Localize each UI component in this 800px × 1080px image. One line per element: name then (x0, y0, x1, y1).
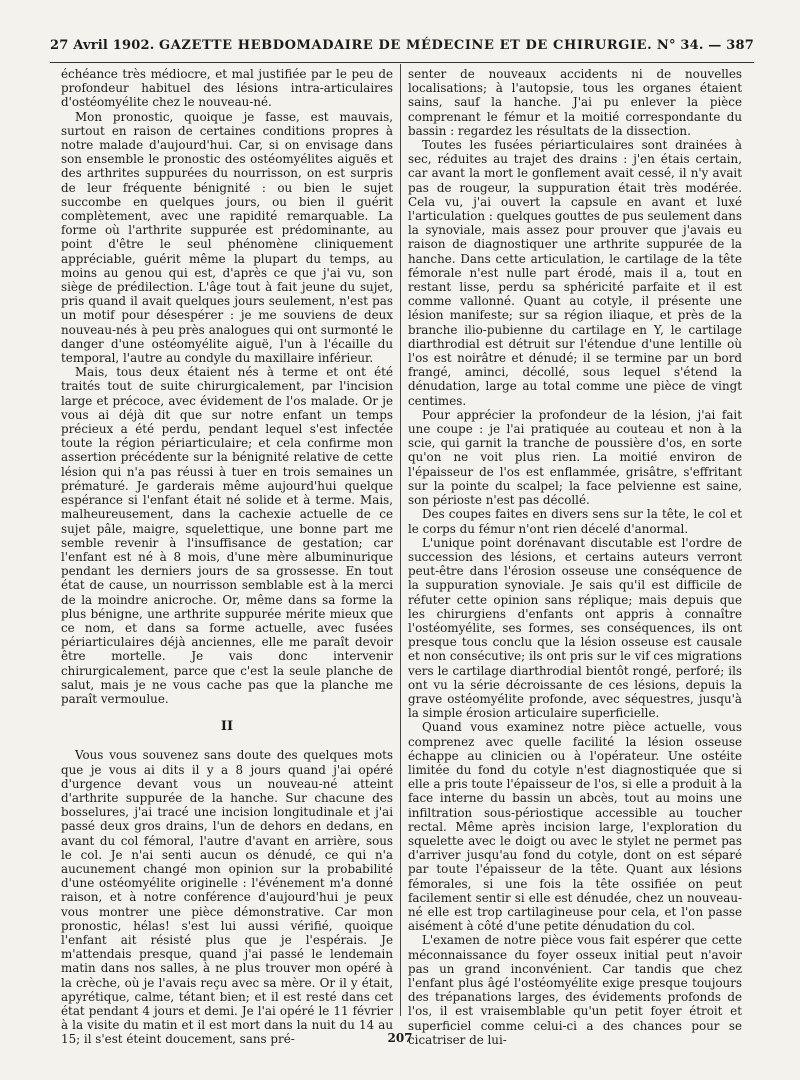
paragraph: Mais, tous deux étaient nés à terme et ont été traités tout de suite chirurgicalement, par l'incision large et précoce, avec évidement de l'os malade. Or je vous ai déjà dit que sur notre enfant un temps précieux a été perdu, pendant lequel s'est infectée toute la région périarticulaire; et cela confirme mon assertion précédente sur la bénignité relative de cette lésion qui n'a pas réussi à tuer en trois semaines un prématuré. Je garderais même aujourd'hui quelque espérance si l'enfant était né solide et à terme. Mais, malheureusement, dans la cachexie actuelle de ce sujet pâle, maigre, squelettique, une bonne part me semble revenir à l'insuffisance de gestation; car l'enfant est né à 8 mois, d'une mère albuminurique pendant les derniers jours de sa grossesse. En tout état de cause, un nourrisson semblable est à la merci de la moindre anicroche. Or, même dans sa forme la plus bénigne, une arthrite suppurée mérite mieux que ce nom, et dans sa forme actuelle, avec fusées périarticulaires déjà anciennes, elle me paraît devoir être mortelle. Je vais donc intervenir chirurgicalement, parce que c'est la seule planche de salut, mais je ne vous cache pas que la planche me paraît vermoulue. (61, 365, 393, 706)
section-heading: II (220, 719, 234, 735)
column-divider (400, 64, 401, 1016)
paragraph: Toutes les fusées périarticulaires sont drainées à sec, réduites au trajet des drains : j'en étais certain, car avant la mort le gonflement avait cessé, il n'y avait pas de rougeur, la suppuration était très modérée. Cela vu, j'ai ouvert la capsule en avant et luxé l'articulation : quelques gouttes de pus seulement dans la synoviale, mais assez pour prouver que j'avais eu raison de diagnostiquer une arthrite suppurée de la hanche. Dans cette articulation, le cartilage de la tête fémorale n'est nulle part érodé, mais il a, tout en restant lisse, perdu sa sphéricité parfaite et il est comme vallonné. Quant au cotyle, il présente une lésion manifeste; sur sa région iliaque, et près de la branche ilio-pubienne du cartilage en Y, le cartilage diarthrodial est détruit sur l'étendue d'une lentille où l'os est noirâtre et dénudé; il se termine par un bord frangé, aminci, décollé, sous lequel s'étend la dénudation, large au total comme une pièce de vingt centimes. (408, 138, 743, 408)
header-date: 27 Avril 1902. (50, 38, 155, 53)
paragraph: senter de nouveaux accidents ni de nouvelles localisations; à l'autopsie, tous les organes étaient sains, sauf la hanche. J'ai pu enlever la pièce comprenant le fémur et la moitié correspondante du bassin : regardez les résultats de la dissection. (408, 67, 742, 138)
right-column (408, 67, 743, 1047)
issue-number: N° 34. — 387 (656, 38, 754, 53)
paragraph: échéance très médiocre, et mal justifiée par le peu de profondeur habituel des lésions intra-articulaires d'ostéomyélite chez le nouveau-né. (61, 67, 393, 110)
paragraph: L'examen de notre pièce vous fait espérer que cette méconnaissance du foyer osseux initial peut n'avoir pas un grand inconvénient. Car tandis que chez l'enfant plus âgé l'ostéomyélite exige presque toujours des trépanations larges, des évidements profonds de l'os, il est vraisemblable qu'un petit foyer étroit et superficiel comme celui-ci a des chances pour se cicatriser de lui- (408, 933, 742, 1047)
paragraph: Pour apprécier la profondeur de la lésion, j'ai fait une coupe : je l'ai pratiquée au couteau et non à la scie, qui garnit la tranche de poussière d'os, en sorte qu'on ne voit plus rien. La moitié environ de l'épaisseur de l'os est enflammée, grisâtre, s'effritant sur la pointe du scalpel; la face pelvienne est saine, son périoste n'est pas décollé. (408, 407, 742, 508)
journal-title: GAZETTE HEBDOMADAIRE DE MÉDECINE ET DE CHIRURGIE. (159, 38, 653, 53)
paragraph: Vous vous souvenez sans doute des quelques mots que je vous ai dits il y a 8 jours quand j'ai opéré d'urgence devant vous un nouveau-né atteint d'arthrite suppurée de la hanche. Sur chacune des bosselures, j'ai tracé une incision longitudinale et j'ai passé deux gros drains, l'un de dehors en dedans, en avant du col fémoral, l'autre d'avant en arrière, sous le col. Je n'ai senti aucun os dénudé, ce qui n'a aucunement changé mon opinion sur la probabilité d'une ostéomyélite originelle : l'événement m'a donné raison, et à notre conférence d'aujourd'hui je peux vous montrer une pièce démonstrative. Car mon pronostic, hélas! s'est lui aussi vérifié, quoique l'enfant ait résisté plus que je l'espérais. Je m'attendais presque, quand j'ai passé le lendemain matin dans nos salles, à ne plus trouver mon opéré à la crèche, où je l'avais reçu avec sa mère. Or il y était, apyrétique, calme, tétant bien; et il est resté dans cet état pendant 4 jours et demi. Je l'ai opéré le 11 février à la visite du matin et il est mort dans la nuit du 14 au 15; il s'est éteint doucement, sans pré- (61, 748, 393, 1047)
left-column (61, 67, 393, 1047)
running-header (50, 38, 754, 60)
page-number: 207 (387, 1031, 413, 1045)
paragraph: Des coupes faites en divers sens sur la tête, le col et le corps du fémur n'ont rien décelé d'anormal. (408, 507, 742, 536)
header-rule (50, 62, 754, 63)
paragraph: L'unique point dorénavant discutable est l'ordre de succession des lésions, et certains auteurs verront peut-être dans l'érosion osseuse une conséquence de la suppuration synoviale. Je sais qu'il est difficile de réfuter cette opinion sans réplique; mais depuis que les chirurgiens d'enfants ont appris à connaître l'ostéomyélite, ses formes, ses conséquences, ils ont presque tous conclu que la lésion osseuse est causale et non consécutive; ils ont pris sur le vif ces migrations vers le cartilage diarthrodial bientôt rongé, perforé; ils ont vu la série décroissante de ces lésions, depuis la grave ostéomyélite profonde, avec séquestres, jusqu'à la simple érosion articulaire superficielle. (408, 535, 742, 721)
paragraph: Quand vous examinez notre pièce actuelle, vous comprenez avec quelle facilité la lésion osseuse échappe au clinicien ou à l'opérateur. Une ostéite limitée du fond du cotyle n'est diagnostiquée que si elle a pris toute l'épaisseur de l'os, si elle a produit à la face interne du bassin un abcès, tout au moins une infiltration sous-périostique accessible au toucher rectal. Même après incision large, l'exploration du squelette avec le doigt ou avec le stylet ne permet pas d'arriver jusqu'au fond du cotyle, dont on est séparé par toute l'épaisseur de la tête. Quant aux lésions fémorales, si une fois la tête ossifiée on peut facilement sentir si elle est dénudée, chez un nouveau-né elle est trop cartilagineuse pour cela, et l'on passe aisément à côté d'une petite dénudation du col. (408, 720, 742, 934)
paragraph: Mon pronostic, quoique je fasse, est mauvais, surtout en raison de certaines conditions propres à notre malade d'aujourd'hui. Car, si on envisage dans son ensemble le pronostic des ostéomyélites aiguës et des arthrites suppurées du nourrisson, on est surpris de leur fréquente bénignité : ou bien le sujet succombe en quelques jours, ou bien il guérit complètement, avec une rapidité remarquable. La forme où l'arthrite suppurée est prédominante, au point d'être le seul phénomène cliniquement appréciable, guérit même la plupart du temps, au moins au genou qui est, d'après ce que j'ai vu, son siège de prédilection. L'âge tout à fait jeune du sujet, pris quand il avait quelques jours seulement, n'est pas un motif pour désespérer : je me souviens de deux nouveau-nés à peu près analogues qui ont surmonté le danger d'une ostéomyélite aiguë, l'un à l'écaille du temporal, l'autre au condyle du maxillaire inférieur. (61, 109, 393, 366)
